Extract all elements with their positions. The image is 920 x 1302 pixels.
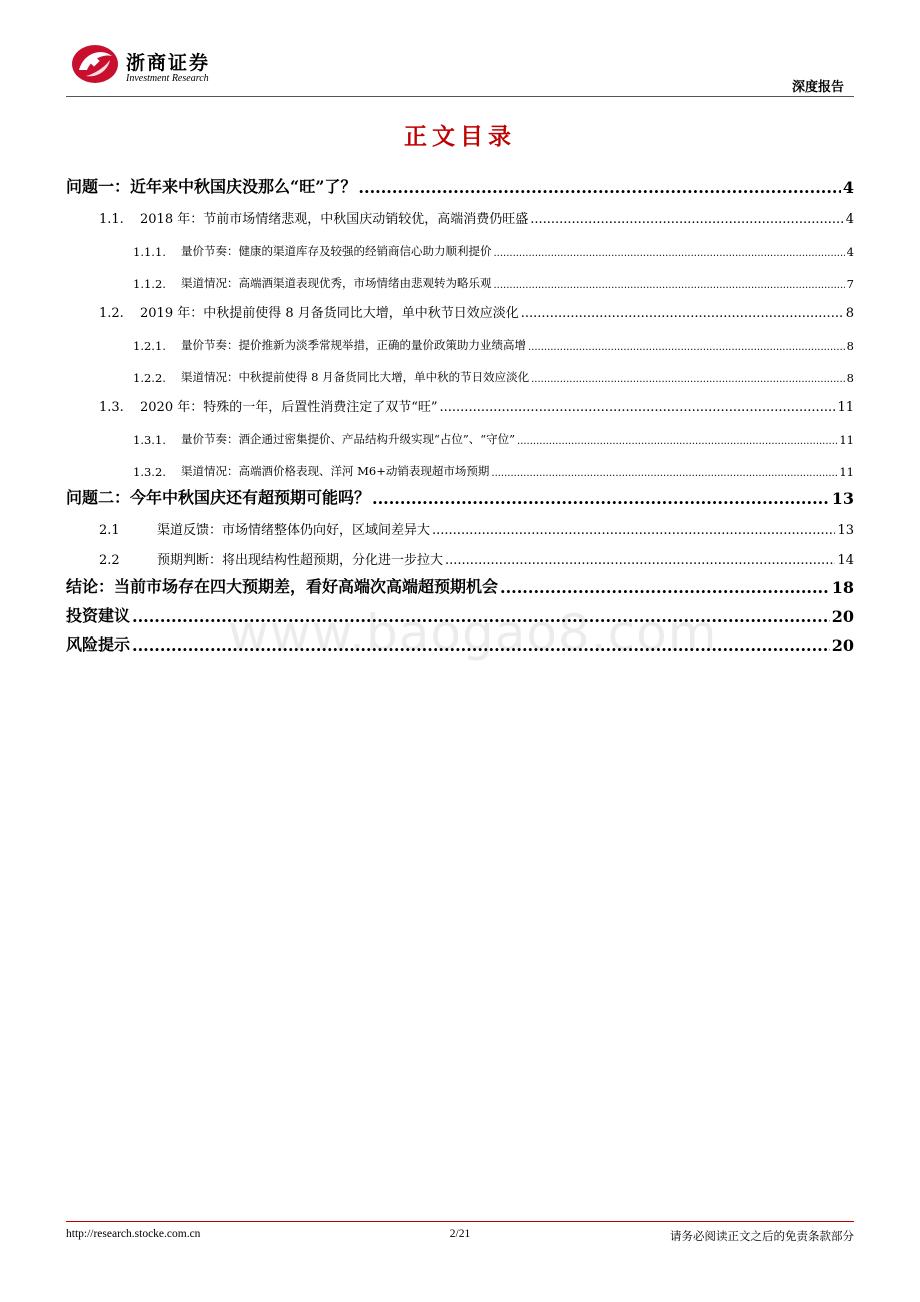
toc-entry-number: 1.1. <box>99 212 124 227</box>
toc-entry-title: 问题一：近年来中秋国庆没那么“旺”了？ <box>66 177 357 196</box>
toc-entry[interactable] <box>66 168 854 197</box>
toc-leader-dots <box>528 342 845 353</box>
toc-entry[interactable] <box>66 479 854 508</box>
toc-leader-dots <box>517 436 837 447</box>
toc-entry-page: 13 <box>831 489 854 508</box>
toc-entry-title: 2020 年：特殊的一年，后置性消费注定了双节“旺” <box>140 400 438 415</box>
toc-entry-title: 渠道情况：中秋提前使得 8 月备货同比大增，单中秋的节日效应淡化 <box>181 370 530 384</box>
toc-entry-title: 2019 年：中秋提前使得 8 月备货同比大增，单中秋节日效应淡化 <box>140 306 519 321</box>
toc-entry-title: 2018 年：节前市场情绪悲观，中秋国庆动销较优，高端消费仍旺盛 <box>140 212 529 227</box>
toc-entry[interactable] <box>66 227 854 259</box>
toc-entry-title: 问题二：今年中秋国庆还有超预期可能吗？ <box>66 488 371 507</box>
toc-entry[interactable] <box>66 353 854 385</box>
toc-entry-title: 结论：当前市场存在四大预期差，看好高端次高端超预期机会 <box>66 577 499 596</box>
toc-leader-dots <box>531 374 845 385</box>
toc-entry[interactable] <box>66 447 854 479</box>
toc-leader-dots <box>500 578 830 597</box>
toc-entry[interactable] <box>66 321 854 353</box>
toc-leader-dots <box>445 553 835 568</box>
company-logo-icon <box>70 40 120 84</box>
toc-entry[interactable] <box>66 568 854 597</box>
footer-disclaimer-note: 请务必阅读正文之后的免责条款部分 <box>670 1229 854 1243</box>
toc-entry-number: 2.2 <box>99 553 120 568</box>
toc-entry-number: 1.2.1. <box>133 339 166 353</box>
toc-entry-page: 4 <box>842 178 854 197</box>
table-of-contents <box>66 168 854 655</box>
toc-entry-title: 投资建议 <box>66 606 131 625</box>
toc-entry-page: 13 <box>837 523 854 538</box>
toc-leader-dots <box>372 489 830 508</box>
toc-entry-title: 量价节奏：健康的渠道库存及较强的经销商信心助力顺利提价 <box>181 244 492 258</box>
company-name-cn: 浙商证券 <box>126 52 211 74</box>
watermark: www.baogao8.com <box>228 604 718 662</box>
toc-entry-page: 11 <box>839 465 854 479</box>
toc-leader-dots <box>432 523 835 538</box>
toc-entry-number: 1.1.2. <box>133 277 166 291</box>
toc-entry-page: 4 <box>845 212 854 227</box>
toc-entry[interactable] <box>66 385 854 415</box>
toc-entry-number: 1.3. <box>99 400 124 415</box>
footer-url[interactable]: http://research.stocke.com.cn <box>66 1228 201 1240</box>
toc-entry-page: 11 <box>839 433 854 447</box>
toc-entry-page: 11 <box>837 400 854 415</box>
toc-entry-number: 1.2. <box>99 306 124 321</box>
toc-entry-page: 7 <box>846 277 854 291</box>
document-type-label: 深度报告 <box>791 80 844 95</box>
toc-leader-dots <box>358 178 840 197</box>
toc-entry-number: 1.1.1. <box>133 245 166 259</box>
toc-entry-title: 渠道情况：高端酒渠道表现优秀，市场情绪由悲观转为略乐观 <box>181 276 492 290</box>
toc-leader-dots <box>521 306 844 321</box>
toc-entry[interactable] <box>66 197 854 227</box>
toc-entry-page: 8 <box>846 371 854 385</box>
toc-entry-title: 风险提示 <box>66 635 131 654</box>
toc-leader-dots <box>491 468 837 479</box>
header-divider <box>66 96 854 97</box>
toc-entry-page: 8 <box>846 339 854 353</box>
toc-leader-dots <box>494 280 845 291</box>
toc-entry[interactable] <box>66 291 854 321</box>
company-name-en: Investment Research <box>126 73 209 84</box>
toc-entry[interactable] <box>66 508 854 538</box>
toc-entry-title: 量价节奏：提价推新为淡季常规举措，正确的量价政策助力业绩高增 <box>181 338 526 352</box>
toc-entry-number: 1.3.2. <box>133 465 166 479</box>
toc-entry-title: 预期判断：将出现结构性超预期，分化进一步拉大 <box>157 553 444 568</box>
toc-entry[interactable] <box>66 538 854 568</box>
footer-divider <box>66 1221 854 1222</box>
toc-leader-dots <box>440 400 836 415</box>
toc-entry-title: 量价节奏：酒企通过密集提价、产品结构升级实现“占位”、“守位” <box>181 432 516 446</box>
toc-entry-title: 渠道反馈：市场情绪整体仍向好，区域间差异大 <box>157 523 431 538</box>
toc-title: 正文目录 <box>404 123 516 150</box>
toc-entry-page: 14 <box>837 553 854 568</box>
toc-leader-dots <box>494 248 845 259</box>
toc-entry-title: 渠道情况：高端酒价格表现、洋河 M6+动销表现超市场预期 <box>181 464 490 478</box>
footer-page-number: 2/21 <box>449 1228 471 1240</box>
toc-entry[interactable] <box>66 259 854 291</box>
toc-entry[interactable] <box>66 415 854 447</box>
toc-entry-page: 18 <box>831 578 854 597</box>
toc-entry-number: 2.1 <box>99 523 120 538</box>
toc-entry-page: 8 <box>845 306 854 321</box>
toc-entry-number: 1.2.2. <box>133 371 166 385</box>
toc-entry-page: 20 <box>831 636 854 655</box>
toc-leader-dots <box>530 212 844 227</box>
toc-entry-page: 20 <box>831 607 854 626</box>
toc-entry-number: 1.3.1. <box>133 433 166 447</box>
toc-entry-page: 4 <box>846 245 854 259</box>
